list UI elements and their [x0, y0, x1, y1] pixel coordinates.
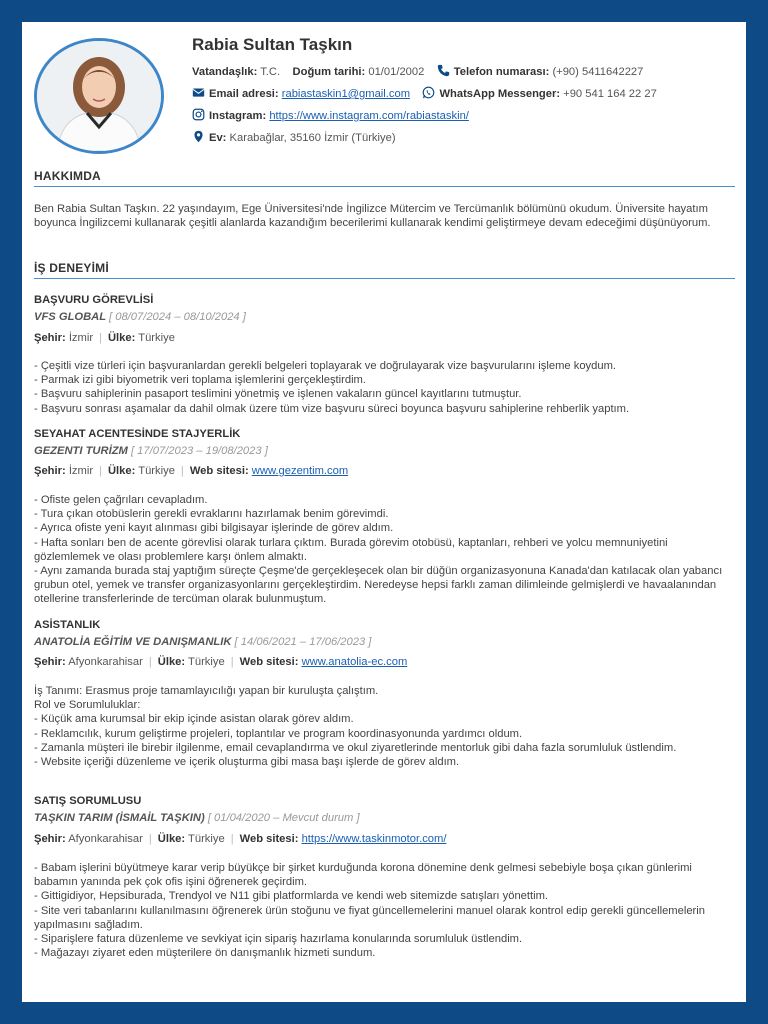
- job-title: SATIŞ SORUMLUSU: [34, 795, 142, 807]
- info-row-3: [192, 108, 469, 122]
- whatsapp-value: +90 541 164 22 27: [563, 88, 657, 100]
- list-item: - Aynı zamanda burada staj yaptığım süreçte Çeşme'de gerçekleşecek olan bir düğün organizasyonuna Kanada'dan katılacak olan yabancı grubun otel, yemek ve transfer organizasyonlarını gerçekleştirdim. Neredeyse hepsi farklı zaman dilimleinde gelmişlerdi ve havaalanından otellerine transferlerinde de tercüman olarak bulunmuştum.: [34, 565, 723, 606]
- city-label: Şehir:: [34, 833, 66, 845]
- list-item: Rol ve Sorumluluklar:: [34, 699, 141, 712]
- country-label: Ülke:: [157, 833, 186, 845]
- whatsapp-label: WhatsApp Messenger:: [439, 88, 561, 100]
- job-bullets: [34, 684, 735, 769]
- list-item: - Parmak izi gibi biyometrik veri toplama işlemlerini gerçekleştirdim.: [34, 374, 366, 387]
- email-icon: [192, 86, 205, 99]
- country-label: Ülke:: [107, 465, 136, 477]
- country-value: Türkiye: [188, 656, 225, 668]
- list-item: - Website içeriği düzenleme ve içerik oluşturma gibi masa başı işlerde de görev aldım.: [34, 756, 460, 769]
- list-item: - Site veri tabanlarını kullanılmasını öğrenerek ürün stoğunu ve fiyat güncellemelerini manuel olarak kontrol edip gerekli güncellemelerin yapılmasını sağladım.: [34, 904, 705, 931]
- country-label: Ülke:: [157, 656, 186, 668]
- about-text: Ben Rabia Sultan Taşkın. 22 yaşındayım, Ege Üniversitesi'nde İngilizce Mütercim ve Tercümanlık bölümünü okudum. Üniversite hayatım boyunca İngilizcemi kullanarak çeşitli alanlarda kazandığım becerilerimi kullanarak kendimi geliştirmeye devam edeceğimi düşünüyorum.: [34, 203, 711, 230]
- phone-label: Telefon numarası:: [453, 66, 550, 78]
- list-item: - Hafta sonları ben de acente görevlisi olarak turlara çıktım. Burada görevim otobüsü, kaptanları, rehberi ve yolcu memnuniyetini gözlemlemek ve olası problemlere karşı önlem almaktı.: [34, 536, 668, 563]
- job-dates: [ 01/04/2020 – Mevcut durum ]: [207, 812, 360, 824]
- full-name: Rabia Sultan Taşkın: [192, 35, 353, 54]
- list-item: - Reklamcılık, kurum geliştirme projeleri, toplantılar ve program koordinasyonunda yardımcı oldum.: [34, 727, 523, 740]
- about-title: HAKKIMDA: [34, 169, 101, 183]
- list-item: - Siparişlere fatura düzenleme ve sevkiyat için sipariş hazırlama konularında sorumluluk üstlendim.: [34, 933, 523, 946]
- city-label: Şehir:: [34, 465, 66, 477]
- website-link[interactable]: www.anatolia-ec.com: [301, 656, 408, 668]
- list-item: - Tura çıkan otobüslerin gerekli evraklarını hazırlamak benim görevimdi.: [34, 508, 389, 521]
- city-value: İzmir: [68, 332, 94, 344]
- info-row-1: [192, 64, 643, 78]
- job-employer: [34, 812, 360, 824]
- employer-name: GEZENTI TURİZM: [34, 445, 128, 457]
- job-meta: Şehir: İzmir | Ülke: Türkiye: [34, 332, 175, 344]
- phone-icon: [437, 64, 450, 77]
- list-item: - Ayrıca ofiste yeni kayıt alınması gibi bilgisayar işlerinde de görev aldım.: [34, 522, 394, 535]
- list-item: - Çeşitli vize türleri için başvuranlardan gerekli belgeleri toplayarak ve doğrulayarak vize başvurularını işleme koydum.: [34, 360, 617, 372]
- location-pin-icon: [192, 130, 205, 143]
- web-label: Web sitesi:: [239, 833, 299, 845]
- job-bullets: [34, 359, 735, 416]
- about-divider: [34, 186, 735, 187]
- country-label: Ülke:: [107, 332, 136, 344]
- job-employer: [34, 311, 246, 323]
- birth-value: 01/01/2002: [368, 66, 425, 78]
- city-value: İzmir: [68, 465, 94, 477]
- job-dates: [ 14/06/2021 – 17/06/2023 ]: [234, 636, 372, 648]
- job-title: BAŞVURU GÖREVLİSİ: [34, 294, 154, 306]
- job-employer: [34, 445, 268, 457]
- nationality-value: T.C.: [260, 66, 281, 78]
- email-label: Email adresi:: [209, 88, 279, 100]
- info-row-4: [192, 130, 396, 144]
- web-label: Web sitesi:: [239, 656, 299, 668]
- phone-value: (+90) 5411642227: [552, 66, 644, 78]
- instagram-label: Instagram:: [209, 110, 267, 122]
- list-item: İş Tanımı: Erasmus proje tamamlayıcılığı yapan bir kuruluşta çalıştım.: [34, 685, 379, 697]
- country-value: Türkiye: [138, 332, 175, 344]
- web-label: Web sitesi:: [189, 465, 249, 477]
- city-label: Şehir:: [34, 656, 66, 668]
- employer-name: ANATOLİA EĞİTİM VE DANIŞMANLIK: [34, 636, 232, 648]
- job-title: ASİSTANLIK: [34, 619, 101, 631]
- job-bullets: [34, 861, 735, 960]
- list-item: - Ofiste gelen çağrıları cevapladım.: [34, 494, 208, 506]
- birth-label: Doğum tarihi:: [292, 66, 366, 78]
- website-link[interactable]: https://www.taskinmotor.com/: [301, 833, 447, 845]
- list-item: - Küçük ama kurumsal bir ekip içinde asistan olarak görev aldım.: [34, 713, 354, 726]
- city-value: Afyonkarahisar: [68, 656, 143, 668]
- job-meta: Şehir: Afyonkarahisar | Ülke: Türkiye | Web sitesi: https://www.taskinmotor.com/: [34, 833, 447, 845]
- country-value: Türkiye: [188, 833, 225, 845]
- whatsapp-icon: [422, 86, 435, 99]
- home-label: Ev:: [209, 132, 227, 144]
- list-item: - Mağazayı ziyaret eden müşterilere ön danışmanlık hizmeti sundum.: [34, 947, 376, 960]
- city-label: Şehir:: [34, 332, 66, 344]
- job-employer: [34, 636, 371, 648]
- country-value: Türkiye: [138, 465, 175, 477]
- list-item: - Gittigidiyor, Hepsiburada, Trendyol ve N11 gibi platformlarda ve kendi web sitemizde satışları yönettim.: [34, 890, 549, 903]
- info-row-2: [192, 86, 657, 100]
- job-title: SEYAHAT ACENTESİNDE STAJYERLİK: [34, 428, 241, 440]
- email-link[interactable]: rabiastaskin1@gmail.com: [281, 88, 411, 100]
- list-item: - Başvuru sonrası aşamalar da dahil olmak üzere tüm vize başvuru süreci boyunca başvuru sahiplerine rehberlik yaptım.: [34, 402, 630, 415]
- nationality-label: Vatandaşlık:: [192, 66, 258, 78]
- list-item: - Babam işlerini büyütmeye karar verip büyükçe bir şirket kurduğunda korona dönemine denk gelmesi sebebiyle boşa çıkan günlerimi babamın yanında pek çok ofis işini öğrenerek geçirdim.: [34, 862, 692, 889]
- employer-name: TAŞKIN TARIM (İSMAİL TAŞKIN): [34, 812, 205, 824]
- home-value: Karabağlar, 35160 İzmir (Türkiye): [229, 132, 396, 144]
- job-meta: Şehir: Afyonkarahisar | Ülke: Türkiye | Web sitesi: www.anatolia-ec.com: [34, 656, 408, 668]
- list-item: - Başvuru sahiplerinin pasaport teslimini yönetmiş ve işlenen vakaların güncel kayıtlarını tutmuştur.: [34, 388, 522, 401]
- job-bullets: [34, 493, 735, 607]
- employer-name: VFS GLOBAL: [34, 311, 106, 323]
- instagram-link[interactable]: https://www.instagram.com/rabiastaskin/: [269, 110, 469, 122]
- job-dates: [ 08/07/2024 – 08/10/2024 ]: [109, 311, 246, 323]
- experience-divider: [34, 278, 735, 279]
- job-meta: Şehir: İzmir | Ülke: Türkiye | Web sitesi: www.gezentim.com: [34, 465, 349, 477]
- profile-photo: [34, 38, 164, 154]
- instagram-icon: [192, 108, 205, 121]
- experience-title: İŞ DENEYİMİ: [34, 261, 109, 275]
- list-item: - Zamanla müşteri ile birebir ilgilenme, email cevaplandırma ve okul ziyaretlerinde mentorluk gibi daha fazla sorumluluk üstlendim.: [34, 741, 677, 754]
- job-dates: [ 17/07/2023 – 19/08/2023 ]: [130, 445, 268, 457]
- city-value: Afyonkarahisar: [68, 833, 143, 845]
- website-link[interactable]: www.gezentim.com: [251, 465, 349, 477]
- top-left-tab: [0, 0, 22, 22]
